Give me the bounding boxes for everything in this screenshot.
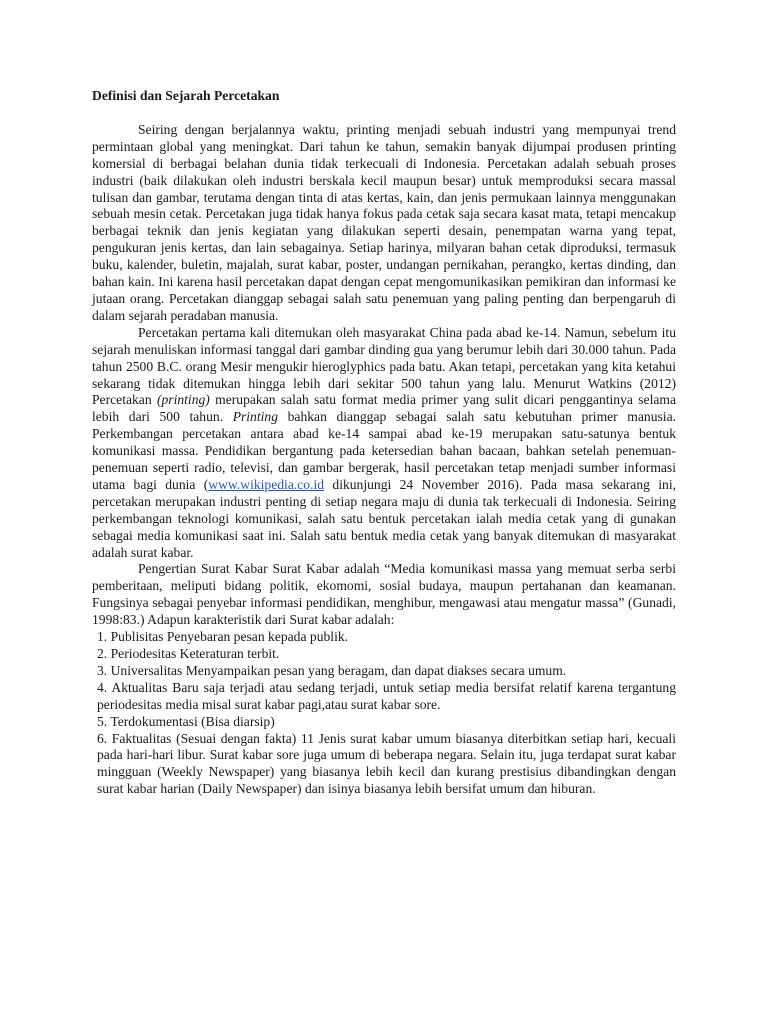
list-item: 4. Aktualitas Baru saja terjadi atau sedang terjadi, untuk setiap media bersifat relatif karena tergantung periodesitas media misal surat kabar pagi,atau surat kabar sore. <box>97 679 676 712</box>
list-item: 6. Faktualitas (Sesuai dengan fakta) 11 Jenis surat kabar umum biasanya diterbitkan setiap hari, kecuali pada hari-hari libur. Surat kabar sore juga umum di beberapa negara. Selain itu, juga terdapat surat kabar mingguan (Weekly Newspaper) yang biasanya lebih kecil dan kurang prestisius dibandingkan dengan surat kabar harian (Daily Newspaper) dan isinya biasanya lebih bersifat umum dan hiburan. <box>97 730 676 797</box>
list-item: 1. Publisitas Penyebaran pesan kepada publik. <box>97 629 349 645</box>
paragraph-history-italic-printing: (printing) <box>156 392 210 408</box>
list-item: 3. Universalitas Menyampaikan pesan yang beragam, dan dapat diakses secara umum. <box>97 662 567 678</box>
wikipedia-link[interactable]: www.wikipedia.co.id <box>208 476 325 492</box>
document-title: Definisi dan Sejarah Percetakan <box>92 88 280 103</box>
paragraph-history-part4: dikunjungi 24 November 2016). Pada masa sekarang ini, percetakan merupakan industri penting di setiap negara maju di dunia tak terkecuali di Indonesia. Seiring perkembangan teknologi komunikasi, salah satu bentuk percetakan ialah media cetak yang di gunakan sebagai media komunikasi saat ini. Salah satu bentuk media cetak yang banyak ditemukan di masyarakat adalah surat kabar. <box>92 476 676 560</box>
list-item: 5. Terdokumentasi (Bisa diarsip) <box>97 713 275 729</box>
paragraph-newspaper: Pengertian Surat Kabar Surat Kabar adalah “Media komunikasi massa yang memuat serba serbi pemberitaan, meliputi bidang politik, ekomomi, sosial budaya, maupun pertahanan dan keamanan. Fungsinya sebagai penyebar informasi pendidikan, menghibur, mengawasi atau mengatur massa” (Gunadi, 1998:83.) Adapun karakteristik dari Surat kabar adalah: <box>92 561 676 628</box>
paragraph-history-part3: bahkan dianggap sebagai salah satu kebutuhan primer manusia. Perkembangan percetakan antara abad ke-14 sampai abad ke-19 merupakan satu-satunya bentuk komunikasi massa. Pendidikan bergantung pada ketersedian bahan bacaan, bahkan setelah penemuan-penemuan seperti radio, televisi, dan gambar bergerak, hasil percetakan tetap menjadi sumber informasi utama bagi dunia ( <box>92 409 676 492</box>
paragraph-history-part2: merupakan salah satu format media primer yang sulit dicari penggantinya selama lebih dari 500 tahun. <box>92 392 676 425</box>
paragraph-history-part1: Percetakan pertama kali ditemukan oleh masyarakat China pada abad ke-14. Namun, sebelum itu sejarah menuliskan informasi tanggal dari gambar dinding gua yang berumur lebih dari 30.000 tahun. Pada tahun 2500 B.C. orang Mesir mengukir hieroglyphics pada batu. Akan tetapi, percetakan yang kita ketahui sekarang tidak ditemukan hingga lebih dari sekitar 500 tahun yang lalu. Menurut Watkins (2012) Percetakan <box>92 324 676 408</box>
characteristics-list <box>92 629 676 798</box>
document-page <box>92 88 676 798</box>
paragraph-history-italic-printing-word: Printing <box>232 409 279 425</box>
paragraph-intro: Seiring dengan berjalannya waktu, printing menjadi sebuah industri yang mempunyai trend permintaan global yang meningkat. Dari tahun ke tahun, semakin banyak dijumpai produsen printing komersial di berbagai belahan dunia tidak terkecuali di Indonesia. Percetakan adalah sebuah proses industri (baik dilakukan oleh industri berskala kecil maupun besar) untuk memproduksi secara massal tulisan dan gambar, terutama dengan tinta di atas kertas, kain, dan jenis permukaan lainnya menggunakan sebuah mesin cetak. Percetakan juga tidak hanya fokus pada cetak saja secara kasat mata, tetapi mencakup berbagai teknik dan jenis kegiatan yang dilakukan seperti desain, penempatan warna yang tepat, pengukuran jenis kertas, dan lain sebagainya. Setiap harinya, milyaran bahan cetak diproduksi, termasuk buku, kalender, buletin, majalah, surat kabar, poster, undangan pernikahan, perangko, kertas dinding, dan bahan kain. Ini karena hasil percetakan dapat dengan cepat mengomunikasikan pemikiran dan informasi ke jutaan orang. Percetakan dianggap sebagai salah satu penemuan yang paling penting dan berpengaruh di dalam sejarah peradaban manusia. <box>92 121 676 323</box>
paragraph-history <box>92 325 676 562</box>
list-item: 2. Periodesitas Keteraturan terbit. <box>97 646 280 661</box>
